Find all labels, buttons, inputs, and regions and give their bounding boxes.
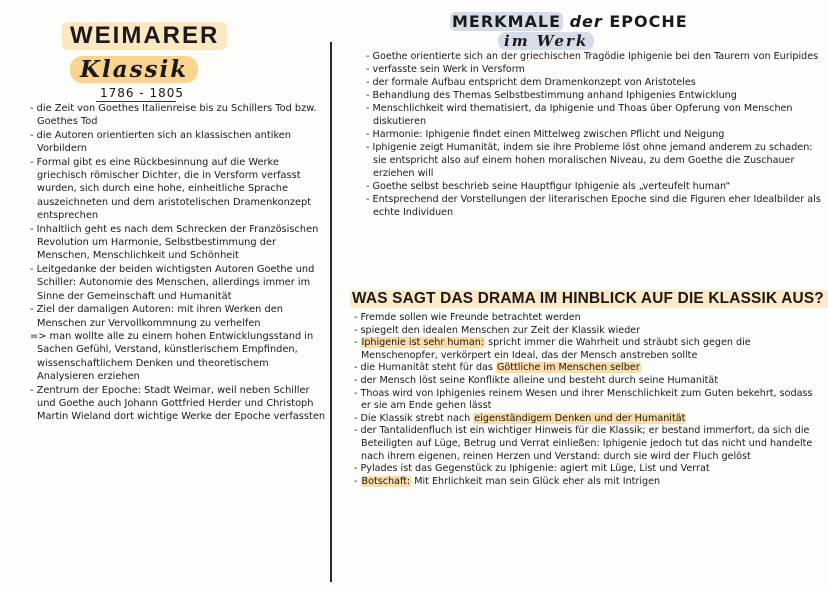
merkmale-list [366, 50, 824, 219]
list-item: - verfasste sein Werk in Versform [366, 64, 525, 75]
list-item: - Entsprechend der Vorstellungen der literarischen Epoche sind die Figuren eher Idealbilder als echte Individuen [366, 194, 821, 218]
list-item: - Behandlung des Themas Selbstbestimmung anhand Iphigenies Entwicklung [366, 90, 737, 101]
list-item: - der formale Aufbau entspricht dem Dramenkonzept von Aristoteles [366, 77, 696, 88]
column-divider [330, 42, 332, 582]
list-item: - Leitgedanke der beiden wichtigsten Autoren Goethe und Schiller: Autonomie des Menschen, allerdings immer im Sinne der Gemeinschaft und Humanität [30, 263, 315, 302]
list-item: - die Zeit von Goethes Italienreise bis zu Schillers Tod bzw. Goethes Tod [30, 103, 317, 128]
heading-im-werk: im Werk [498, 32, 594, 50]
list-item: - Goethe orientierte sich an der griechischen Tragödie Iphigenie bei den Taurern von Euripides [366, 51, 819, 62]
epoch-facts-list [30, 102, 328, 424]
list-item: - Thoas wird von Iphigenies reinem Wesen und ihrer Menschlichkeit zum Guten bekehrt, sodass er sie am Ende gehen lässt [354, 387, 813, 412]
highlight: Göttliche im Menschen selber [496, 362, 640, 374]
list-item: - spiegelt den idealen Menschen zur Zeit der Klassik wieder [354, 324, 641, 336]
list-item: - Menschlichkeit wird thematisiert, da Iphigenie und Thoas über Opferung von Menschen diskutieren [366, 103, 793, 127]
list-item: - Ziel der damaligen Autoren: mit ihren Werken den Menschen zur Vervollkommnung zu verhelfen [30, 304, 283, 329]
heading-part-merkmale: MERKMALE [452, 12, 561, 31]
list-item: - der Mensch löst seine Konflikte alleine und besteht durch seine Humanität [354, 374, 719, 386]
klassik-answers-list [354, 312, 824, 488]
list-item: - Pylades ist das Gegenstück zu Iphigenie: agiert mit Lüge, List und Verrat [354, 463, 710, 475]
list-item: - die Autoren orientierten sich an klassischen antiken Vorbildern [30, 129, 292, 155]
list-item: - Die Klassik strebt nach eigenständigem Denken und der Humanität [354, 412, 686, 424]
list-item: => man wollte alle zu einem hohen Entwicklungsstand in Sachen Gefühl, Verstand, künstlerischem Empfinden, wissenschaftlichem Denken und theoretischem Analysieren erziehen [30, 330, 314, 383]
highlight: eigenständigem Denken und der Humanität [474, 412, 686, 424]
list-item: - Fremde sollen wie Freunde betrachtet werden [354, 312, 581, 323]
list-item: - der Tantalidenfluch ist ein wichtiger Hinweis für die Klassik; er bestand immerfort, da sich die Beteiligten auf Lüge, Betrug und Verrat einließen: Iphigenie jedoch tut das nicht und handelte nach ihrem eigenen, reinen Herzen und Verstand: durch sie wird der Fluch gelöst [354, 425, 813, 462]
list-item: - die Humanität steht für das Göttliche im Menschen selber [354, 362, 640, 374]
list-item: - Goethe selbst beschrieb seine Hauptfigur Iphigenie als „verteufelt human“ [366, 181, 731, 192]
list-item: - Iphigenie zeigt Humanität, indem sie ihre Probleme löst ohne jemand anderem zu schaden: sie entspricht also auf einem hohen moralischen Niveau, zu dem Goethe die Zuschauer erziehen will [366, 142, 813, 179]
heading-part-epoche: EPOCHE [609, 12, 688, 31]
highlight: Iphigenie ist sehr human: [361, 337, 485, 349]
title-weimarer: WEIMARER [62, 22, 227, 50]
klassik-question-heading: WAS SAGT DAS DRAMA IM HINBLICK AUF DIE KLASSIK AUS? [350, 290, 828, 308]
list-item: - Formal gibt es eine Rückbesinnung auf die Werke griechisch römischer Dichter, die in Versform verfasst wurden, sich durch eine hohe, einheitliche Sprache auszeichneten und dem aristotelischen Dramenkonzept entsprechen [30, 156, 312, 222]
list-item: - Zentrum der Epoche: Stadt Weimar, weil neben Schiller und Goethe auch Johann Gottfried Herder und Christoph Martin Wieland dort wichtige Werke der Epoche verfassten [30, 384, 326, 423]
list-item: - Iphigenie ist sehr human: spricht immer die Wahrheit und sträubt sich gegen die Menschenopfer, verkörpert ein Ideal, das der Mensch anstreben sollte [354, 337, 751, 361]
heading-part-der: der [569, 12, 603, 31]
title-klassik: Klassik [70, 56, 198, 83]
highlight: Botschaft: [361, 475, 411, 487]
merkmale-heading [450, 12, 688, 31]
list-item: - Botschaft: Mit Ehrlichkeit man sein Glück eher als mit Intrigen [354, 475, 661, 487]
list-item: - Harmonie: Iphigenie findet einen Mittelweg zwischen Pflicht und Neigung [366, 129, 725, 140]
list-item: - Inhaltlich geht es nach dem Schrecken der Französischen Revolution um Harmonie, Selbstbestimmung der Menschen, Menschlichkeit und Schönheit [30, 223, 319, 262]
epoch-years: 1786 - 1805 [100, 86, 185, 100]
